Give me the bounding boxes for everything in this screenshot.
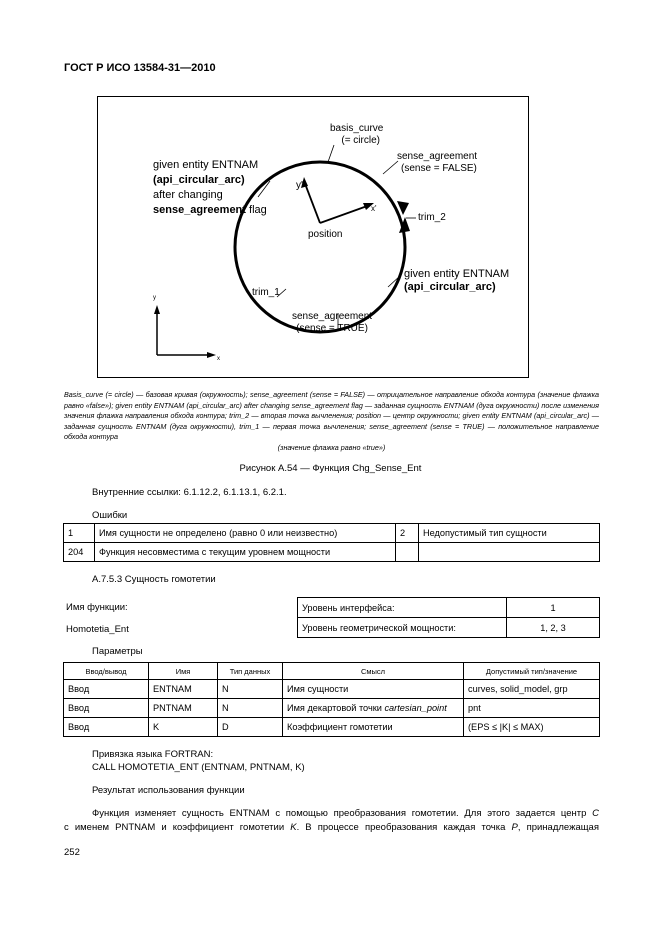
basis-curve-label: basis_curve (= circle) xyxy=(330,123,384,146)
y-prime-label: y' xyxy=(296,180,303,191)
page-header: ГОСТ Р ИСО 13584-31—2010 xyxy=(64,62,216,74)
table-header-row: Ввод/вывод Имя Тип данных Смысл Допустимый тип/значение xyxy=(64,663,600,680)
internal-refs: Внутренние ссылки: 6.1.12.2, 6.1.13.1, 6.2.1. xyxy=(92,487,287,498)
global-y-label: y xyxy=(153,295,156,301)
figure-caption: Basis_curve (= circle) — базовая кривая (окружность); sense_agreement (sense = FALSE) — отрицательное направление обхода контура (значение флажка равно «false»); given entity ENTNAM (api_circular_arc) after changing sense_agreement flag — заданная сущность ENTNAM (дуга окружности) после изменения значения флажка направления обхода контура; trim_2 — вторая точка вычленения; position — центр окружности; given entity ENTNAM (api_circular_arc) — заданная сущность ENTNAM (дуга окружности), trim_1 — первая точка вычленения; sense_agreement (sense = TRUE) — положительное направление обхода контура (значение флажка равно «true») xyxy=(64,390,599,452)
figure-title: Рисунок А.54 — Функция Chg_Sense_Ent xyxy=(239,463,422,474)
func-name-label: Имя функции: xyxy=(66,602,128,613)
errors-table xyxy=(63,523,600,562)
local-y-axis xyxy=(304,181,320,223)
position-label: position xyxy=(308,229,343,240)
interface-table xyxy=(297,597,600,638)
given-entity-right-label: given entity ENTNAM (api_circular_arc) xyxy=(404,268,510,293)
table-row: Ввод PNTNAM N Имя декартовой точки cartesian_point pnt xyxy=(64,699,600,718)
errors-title: Ошибки xyxy=(92,510,128,521)
figure-frame xyxy=(97,96,529,378)
func-name: Homotetia_Ent xyxy=(66,624,129,635)
result-title: Результат использования функции xyxy=(92,785,245,796)
trim2-label: trim_2 xyxy=(418,212,446,223)
fortran-binding-title: Привязка языка FORTRAN: xyxy=(92,749,214,760)
table-row: Ввод ENTNAM N Имя сущности curves, solid_model, grp xyxy=(64,680,600,699)
section-title: А.7.5.3 Сущность гомотетии xyxy=(92,574,216,585)
x-prime-label: x' xyxy=(371,204,377,213)
table-row: 1 Имя сущности не определено (равно 0 или неизвестно) 2 Недопустимый тип сущности xyxy=(64,524,600,543)
given-entity-left-label: given entity ENTNAM (api_circular_arc) after changing sense_agreement flag xyxy=(153,159,267,216)
table-row: Ввод K D Коэффициент гомотетии (EPS ≤ |K| ≤ MAX) xyxy=(64,718,600,737)
sense-false-label: sense_agreement (sense = FALSE) xyxy=(397,151,478,174)
table-row: 204 Функция несовместима с текущим уровнем мощности xyxy=(64,543,600,562)
local-x-axis xyxy=(320,205,370,223)
table-row: Уровень геометрической мощности: 1, 2, 3 xyxy=(298,618,600,638)
fortran-call: CALL HOMOTETIA_ENT (ENTNAM, PNTNAM, K) xyxy=(92,762,305,773)
global-x-label: x xyxy=(217,356,220,362)
sense-true-label: sense_agreement (sense = TRUE) xyxy=(292,311,373,334)
params-table xyxy=(63,662,600,737)
result-paragraph: Функция изменяет сущность ENTNAM с помощью преобразования гомотетии. Для этого задается центр C с именем PNTNAM и коэффициент гомотетии K. В процессе преобразования каждая точка P, принадлежащая xyxy=(64,808,599,833)
params-title: Параметры xyxy=(92,646,143,657)
trim1-label: trim_1 xyxy=(252,287,280,298)
table-row: Уровень интерфейса: 1 xyxy=(298,598,600,618)
page-number: 252 xyxy=(64,847,80,858)
